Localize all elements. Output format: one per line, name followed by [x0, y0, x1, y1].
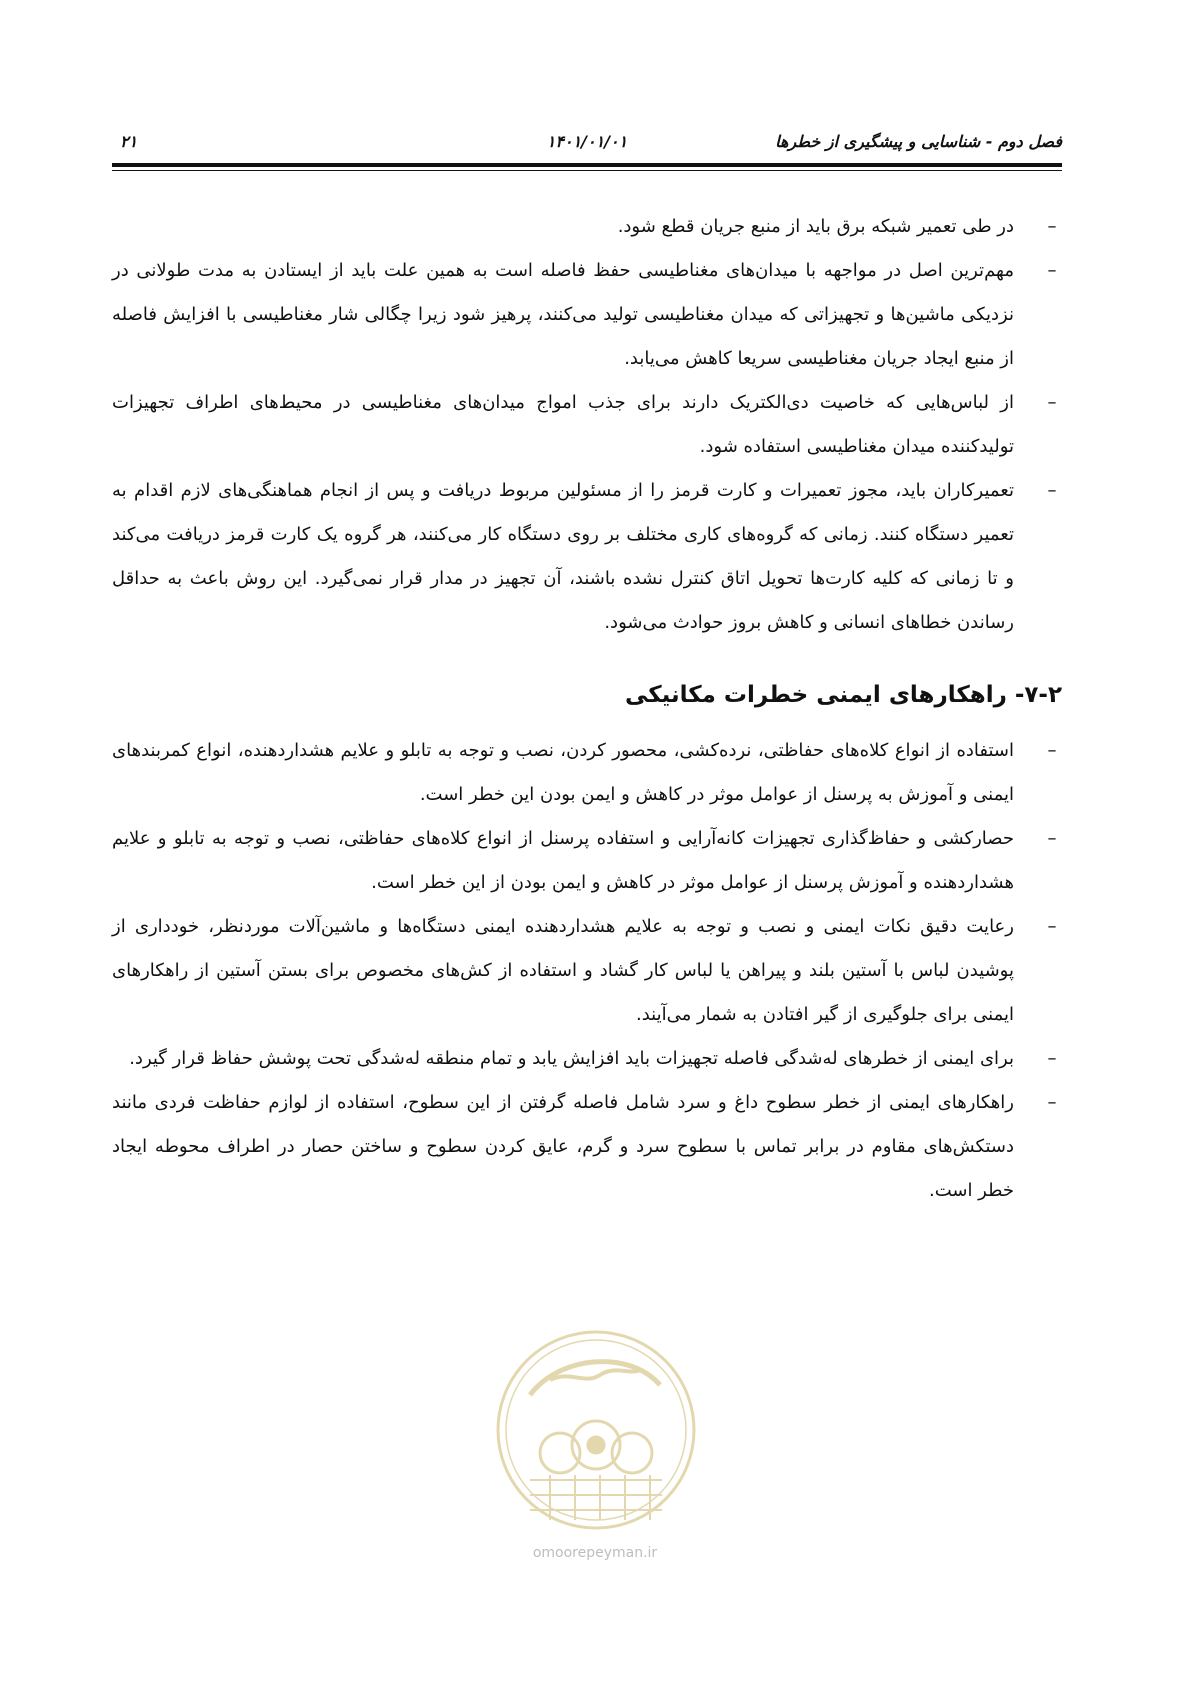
- list-mechanical-safety: [112, 729, 1062, 1213]
- list-item-text: استفاده از انواع کلاه‌های حفاظتی، نرده‌کشی، محصور کردن، نصب و توجه به تابلو و علایم هشداردهنده، انواع کمربندهای ایمنی و آموزش به پرسنل از عوامل موثر در کاهش و ایمن بودن این خطر است.: [112, 740, 1014, 805]
- list-item: [112, 817, 1062, 905]
- page-header: [112, 122, 1062, 162]
- list-item: [112, 205, 1062, 249]
- bullet-dash: –: [1047, 916, 1057, 937]
- watermark-site: omoorepeyman.ir: [532, 1545, 658, 1561]
- bullet-dash: –: [1047, 1048, 1057, 1069]
- list-item-text: حصارکشی و حفاظ‌گذاری تجهیزات کانه‌آرایی و استفاده پرسنل از انواع کلاه‌های حفاظتی، نصب و توجه به تابلو و علایم هشداردهنده و آموزش پرسنل از عوامل موثر در کاهش و ایمن بودن از این خطر است.: [112, 828, 1014, 893]
- bullet-dash: –: [1047, 740, 1057, 761]
- bullet-dash: –: [1047, 260, 1057, 281]
- page-number: ۲۱: [120, 132, 138, 151]
- bullet-dash: –: [1047, 392, 1057, 413]
- list-item: [112, 1037, 1062, 1081]
- bullet-dash: –: [1047, 828, 1057, 849]
- bullet-dash: –: [1047, 216, 1057, 237]
- list-item-text: راهکارهای ایمنی از خطر سطوح داغ و سرد شامل فاصله گرفتن از این سطوح، استفاده از لوازم حفاظت فردی مانند دستکش‌های مقاوم در برابر تماس با سطوح سرد و گرم، عایق کردن سطوح و ساختن حصار در اطراف محوطه ایجاد خطر است.: [112, 1092, 1014, 1201]
- header-rule-thick: [112, 163, 1062, 167]
- list-item-text: برای ایمنی از خطرهای له‌شدگی فاصله تجهیزات باید افزایش یابد و تمام منطقه له‌شدگی تحت پوشش حفاظ قرار گیرد.: [129, 1048, 1014, 1069]
- watermark-logo-icon: [490, 1325, 702, 1535]
- list-item: [112, 729, 1062, 817]
- list-item-text: از لباس‌هایی که خاصیت دی‌الکتریک دارند برای جذب امواج میدان‌های مغناطیسی در محیط‌های اطراف تجهیزات تولیدکننده میدان مغناطیسی استفاده شود.: [112, 392, 1014, 457]
- chapter-title: فصل دوم - شناسایی و پیشگیری از خطرها: [775, 132, 1062, 151]
- list-item-text: مهم‌ترین اصل در مواجهه با میدان‌های مغناطیسی حفظ فاصله است به همین علت باید از ایستادن به مدت طولانی در نزدیکی ماشین‌ها و تجهیزاتی که میدان مغناطیسی تولید می‌کنند، پرهیز شود زیرا چگالی شار مغناطیسی با افزایش فاصله از منبع ایجاد جریان مغناطیسی سریعا کاهش می‌یابد.: [112, 260, 1014, 369]
- list-item: [112, 381, 1062, 469]
- section-heading: ۷-۲- راهکارهای ایمنی خطرات مکانیکی: [625, 682, 1062, 708]
- bullet-dash: –: [1047, 480, 1057, 501]
- header-rule-thin: [112, 170, 1062, 171]
- bullet-dash: –: [1047, 1092, 1057, 1113]
- header-date: ۱۴۰۱/۰۱/۰۱: [546, 132, 628, 151]
- list-item-text: تعمیرکاران باید، مجوز تعمیرات و کارت قرمز را از مسئولین مربوط دریافت و پس از انجام هماهنگی‌های لازم اقدام به تعمیر دستگاه کنند. زمانی که گروه‌های کاری مختلف بر روی دستگاه کار می‌کنند، هر گروه یک کارت قرمز دریافت می‌کند و تا زمانی که کلیه کارت‌ها تحویل اتاق کنترل نشده باشند، آن تجهیز در مدار قرار نمی‌گیرد. این روش باعث به حداقل رساندن خطاهای انسانی و کاهش بروز حوادث می‌شود.: [112, 480, 1014, 633]
- list-item: [112, 1081, 1062, 1213]
- page-body: [112, 205, 1062, 1213]
- list-item: [112, 469, 1062, 645]
- list-item: [112, 249, 1062, 381]
- list-item: [112, 905, 1062, 1037]
- list-electrical-safety: [112, 205, 1062, 645]
- list-item-text: رعایت دقیق نکات ایمنی و نصب و توجه به علایم هشداردهنده ایمنی دستگاه‌ها و ماشین‌آلات موردنظر، خودداری از پوشیدن لباس با آستین بلند و پیراهن یا لباس کار گشاد و استفاده از کش‌های مخصوص برای بستن آستین از راهکارهای ایمنی برای جلوگیری از گیر افتادن به شمار می‌آیند.: [112, 916, 1014, 1025]
- list-item-text: در طی تعمیر شبکه برق باید از منبع جریان قطع شود.: [617, 216, 1014, 237]
